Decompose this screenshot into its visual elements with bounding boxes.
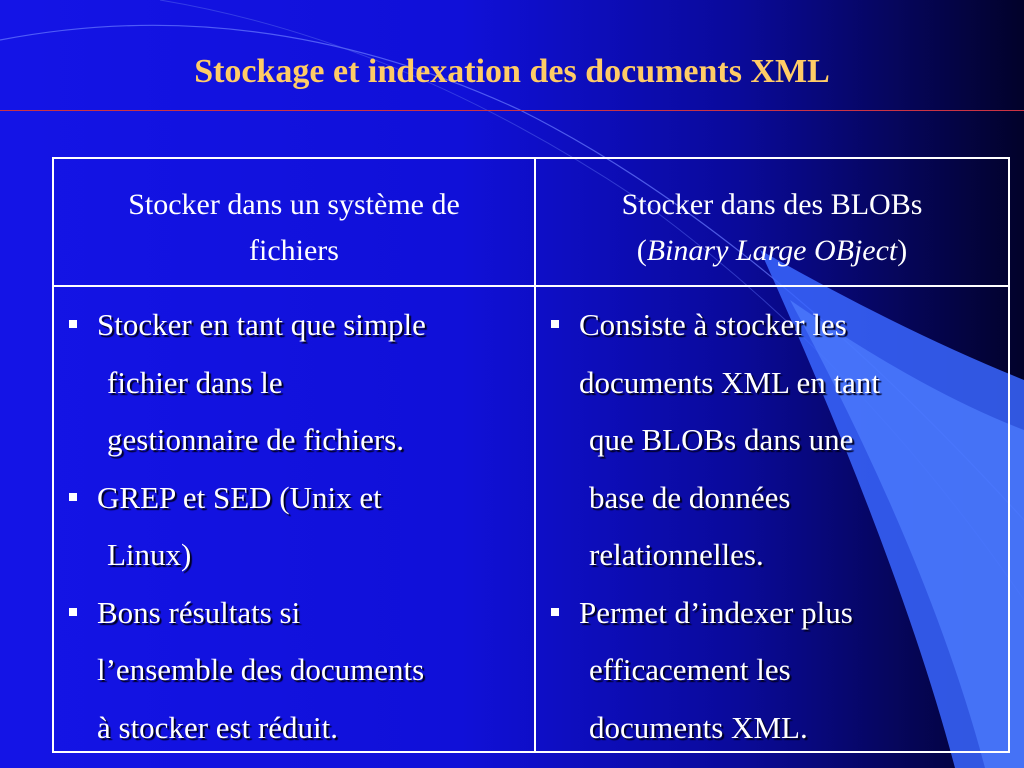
file-system-bullet-list [65, 296, 523, 756]
bullet-line: documents XML. [589, 709, 808, 745]
square-bullet-icon [69, 608, 77, 616]
bullet-line: Consiste à stocker les [579, 307, 847, 342]
comparison-table [52, 157, 1010, 753]
title-divider [0, 110, 1024, 111]
bullet-line: Permet d’indexer plus [579, 594, 853, 630]
bullet-line: Linux) [107, 537, 192, 572]
bullet-line: GREP et SED (Unix et [97, 479, 382, 515]
table-header-row [53, 158, 1009, 286]
bullet-line: relationnelles. [589, 537, 764, 572]
bullet-line: que BLOBs dans une [589, 422, 854, 457]
header-blobs-paren-open: ( [636, 234, 647, 267]
body-cell-file-system [53, 286, 535, 752]
bullet-line: documents XML en tant [579, 364, 881, 400]
blobs-bullet-list [547, 296, 997, 756]
header-cell-blobs [535, 158, 1009, 286]
list-item [547, 296, 997, 584]
list-item [65, 469, 523, 584]
list-item [65, 584, 523, 757]
header-blobs-italic: Binary Large OBject [646, 234, 898, 267]
header-blobs-line1: Stocker dans des BLOBs [621, 188, 923, 221]
header-file-system-line2: fichiers [249, 234, 339, 267]
header-file-system-line1: Stocker dans un système de [128, 188, 460, 221]
table-body-row [53, 286, 1009, 752]
bullet-line: base de données [589, 479, 791, 515]
bullet-line: fichier dans le [107, 364, 283, 400]
slide-title: Stockage et indexation des documents XML [194, 53, 830, 90]
bullet-line: Bons résultats si [97, 594, 301, 630]
list-item [65, 296, 523, 469]
square-bullet-icon [69, 493, 77, 501]
square-bullet-icon [69, 320, 77, 328]
square-bullet-icon [551, 320, 559, 328]
bullet-line: efficacement les [589, 652, 791, 687]
body-cell-blobs [535, 286, 1009, 752]
bullet-line: Stocker en tant que simple [97, 307, 426, 342]
bullet-line: l’ensemble des documents [97, 652, 425, 687]
bullet-line: gestionnaire de fichiers. [107, 422, 404, 457]
list-item [547, 584, 997, 757]
header-cell-file-system [53, 158, 535, 286]
bullet-line: à stocker est réduit. [97, 709, 339, 745]
header-blobs-paren-close: ) [897, 234, 908, 267]
square-bullet-icon [551, 608, 559, 616]
